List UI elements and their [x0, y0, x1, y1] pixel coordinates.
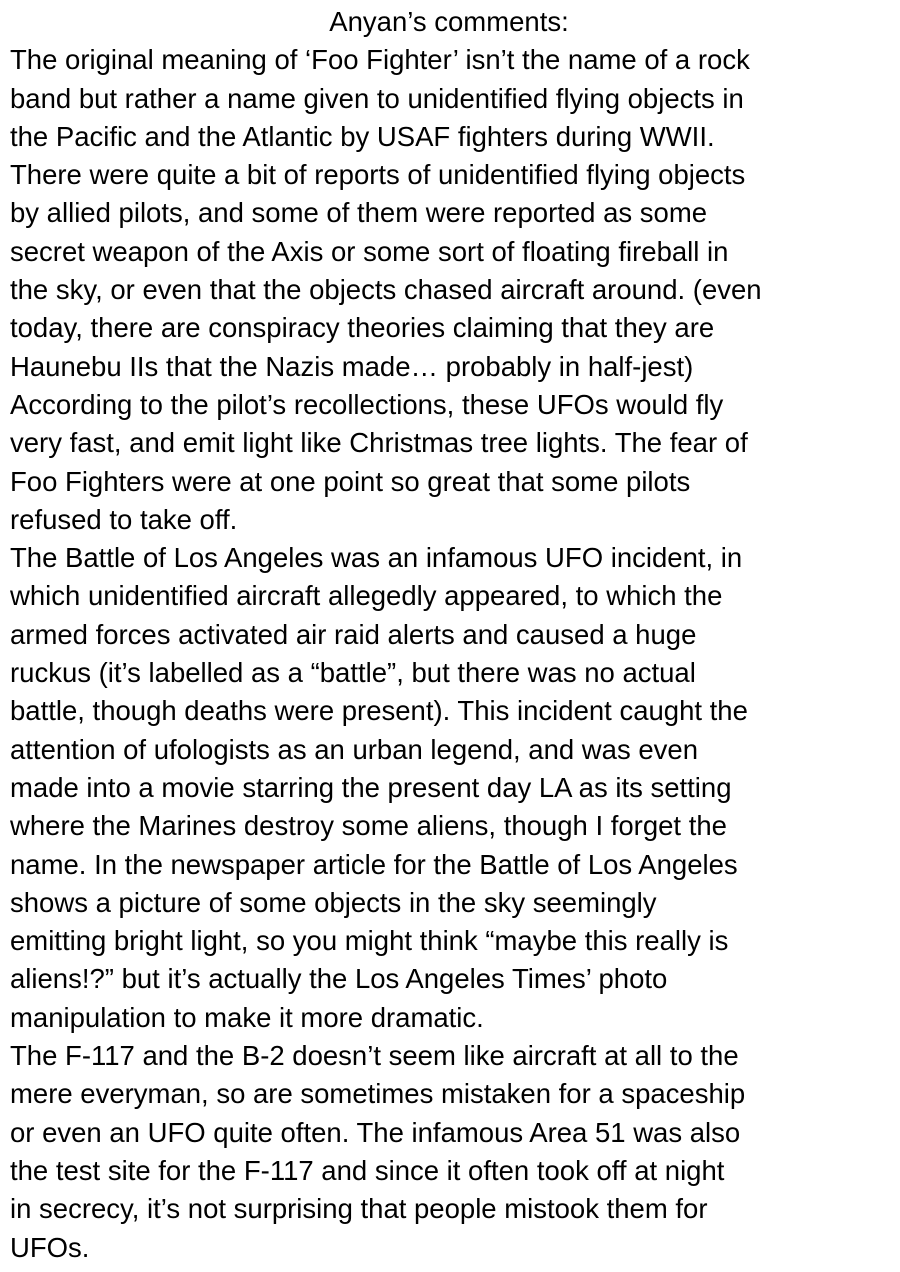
text-line: armed forces activated air raid alerts and caused a huge	[10, 618, 697, 650]
text-line: According to the pilot’s recollections, these UFOs would fly	[10, 388, 724, 420]
text-line: Foo Fighters were at one point so great that some pilots	[10, 465, 691, 497]
text-line: attention of ufologists as an urban legend, and was even	[10, 733, 698, 765]
comment-body	[10, 41, 888, 1267]
text-line: The F-117 and the B-2 doesn’t seem like aircraft at all to the	[10, 1040, 739, 1072]
text-line: where the Marines destroy some aliens, though I forget the	[10, 810, 727, 842]
text-line: band but rather a name given to unidentified flying objects in	[10, 82, 744, 114]
text-line: shows a picture of some objects in the sky seemingly	[10, 886, 657, 918]
text-line: mere everyman, so are sometimes mistaken for a spaceship	[10, 1078, 746, 1110]
text-line: the Pacific and the Atlantic by USAF fighters during WWII.	[10, 120, 715, 152]
text-line: Haunebu IIs that the Nazis made… probably in half-jest)	[10, 350, 694, 382]
text-line: in secrecy, it’s not surprising that people mistook them for	[10, 1193, 708, 1225]
text-line: very fast, and emit light like Christmas tree lights. The fear of	[10, 427, 748, 459]
page-title: Anyan’s comments:	[329, 6, 569, 37]
text-line: refused to take off.	[10, 503, 238, 535]
text-line: made into a movie starring the present day LA as its setting	[10, 771, 732, 803]
text-line: by allied pilots, and some of them were reported as some	[10, 197, 708, 229]
text-line: There were quite a bit of reports of unidentified flying objects	[10, 159, 746, 191]
text-line: The original meaning of ‘Foo Fighter’ isn’t the name of a rock	[10, 44, 750, 76]
text-line: the sky, or even that the objects chased aircraft around. (even	[10, 274, 762, 306]
text-line: The Battle of Los Angeles was an infamous UFO incident, in	[10, 542, 743, 574]
text-line: name. In the newspaper article for the Battle of Los Angeles	[10, 848, 738, 880]
text-line: battle, though deaths were present). This incident caught the	[10, 695, 748, 727]
text-line: or even an UFO quite often. The infamous Area 51 was also	[10, 1116, 741, 1148]
text-line: which unidentified aircraft allegedly appeared, to which the	[10, 580, 723, 612]
text-line: aliens!?” but it’s actually the Los Angeles Times’ photo	[10, 963, 668, 995]
text-line: manipulation to make it more dramatic.	[10, 1001, 484, 1033]
text-line: emitting bright light, so you might think “maybe this really is	[10, 925, 729, 957]
text-line: ruckus (it’s labelled as a “battle”, but there was no actual	[10, 657, 696, 689]
text-line: today, there are conspiracy theories claiming that they are	[10, 312, 715, 344]
text-line: UFOs.	[10, 1231, 90, 1263]
text-line: secret weapon of the Axis or some sort of floating fireball in	[10, 235, 729, 267]
text-line: the test site for the F-117 and since it often took off at night	[10, 1154, 725, 1186]
